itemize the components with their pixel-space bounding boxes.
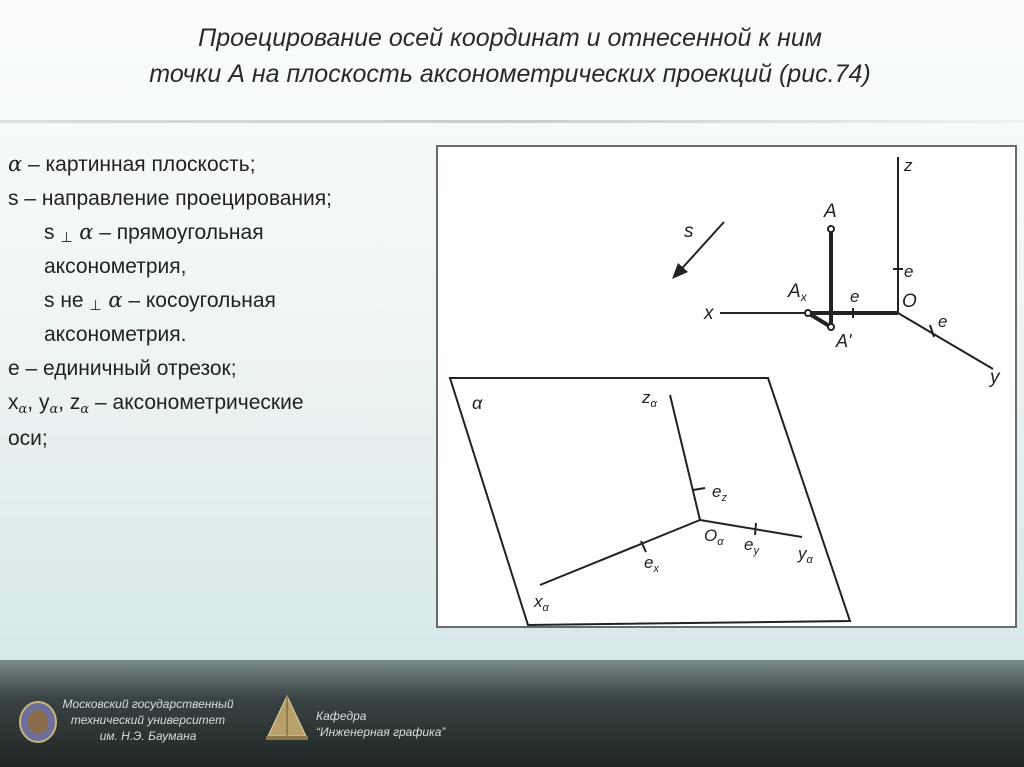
university-emblem-icon	[18, 700, 58, 744]
axes-sep-2: ,	[58, 391, 70, 414]
axes-text-2: оси;	[8, 427, 48, 450]
point-Ax	[805, 310, 811, 316]
footer-bar	[0, 660, 1024, 767]
title-divider	[0, 120, 1024, 123]
perp-symbol-2: ⊥	[89, 297, 102, 313]
space-labels	[684, 156, 1001, 388]
xa-axis	[540, 520, 700, 585]
label-alpha: α	[472, 393, 483, 413]
axes-sep-1: ,	[27, 391, 39, 414]
label-ey: $e_y$	[744, 535, 759, 557]
axes-z-sub: α	[80, 402, 90, 417]
axes-y-sub: α	[49, 402, 59, 417]
tick-ey	[755, 523, 756, 535]
projection-figure	[436, 145, 1017, 628]
legend-oblique	[8, 286, 428, 349]
legend-e: е – единичный отрезок;	[8, 357, 237, 380]
label-e-y: e	[938, 312, 948, 331]
label-ex: $e_x$	[644, 553, 659, 575]
label-y: y	[990, 367, 1000, 388]
university-line-3: им. Н.Э. Баумана	[99, 729, 197, 743]
axes-x-sub: α	[18, 402, 28, 417]
label-x: x	[704, 303, 714, 324]
picture-plane-alpha	[450, 378, 850, 625]
rect-text-1: – прямоугольная	[93, 221, 264, 244]
label-ya: $y_\alpha$	[798, 544, 813, 566]
department-line-2: “Инженерная графика”	[316, 725, 446, 739]
label-za: $z_\alpha$	[642, 388, 657, 410]
label-s: s	[684, 221, 694, 242]
legend-list	[8, 150, 428, 458]
label-Ax: $A_x$	[788, 281, 807, 304]
legend-alpha	[8, 150, 428, 179]
obl-text-2: аксонометрия.	[44, 323, 187, 346]
tick-ez	[693, 488, 705, 490]
axes-y: y	[38, 391, 50, 414]
line-Ax-A-prime	[808, 313, 831, 327]
rect-text-2: аксонометрия,	[44, 255, 187, 278]
space-axes	[676, 157, 993, 369]
tick-e-y	[930, 325, 934, 337]
rect-alpha: α	[72, 220, 94, 244]
label-z: z	[904, 156, 913, 175]
alpha-symbol: α	[8, 152, 23, 176]
axonometric-axes	[540, 395, 802, 585]
department-logo-icon	[264, 694, 310, 742]
obl-s: s не	[44, 289, 90, 312]
legend-rectangular	[8, 218, 428, 281]
label-A-prime: A'	[836, 331, 852, 351]
slide-title	[60, 20, 960, 92]
s-symbol: s	[8, 187, 19, 210]
point-A	[828, 226, 834, 232]
legend-axes	[8, 388, 428, 453]
label-O: O	[902, 291, 917, 312]
za-axis	[670, 395, 700, 520]
label-Oa: $O_\alpha$	[704, 526, 724, 548]
title-line-1: Проецирование осей координат и отнесенной к ним	[198, 24, 822, 52]
plane-labels	[472, 388, 814, 614]
university-name	[58, 696, 238, 744]
axes-text-1: – аксонометрические	[89, 391, 304, 414]
label-xa: $x_\alpha$	[534, 592, 549, 614]
perp-symbol: ⊥	[60, 229, 73, 245]
label-A: A	[824, 201, 837, 222]
department-name	[316, 708, 445, 740]
axes-x: x	[8, 391, 19, 414]
legend-s	[8, 184, 428, 213]
alpha-text: – картинная плоскость;	[22, 153, 256, 176]
point-A-prime	[828, 324, 834, 330]
department-line-1: Кафедра	[316, 709, 367, 723]
label-e-z: e	[904, 262, 914, 281]
axes-z: z	[69, 391, 81, 414]
s-text: – направление проецирования;	[18, 187, 332, 210]
university-line-1: Московский государственный	[62, 697, 234, 711]
university-line-2: технический университет	[70, 713, 226, 727]
rect-s: s	[44, 221, 61, 244]
obl-alpha: α	[101, 288, 123, 312]
title-line-2: точки А на плоскость аксонометрических проекций (рис.74)	[149, 60, 871, 88]
projection-diagram	[438, 147, 1015, 626]
label-ez: $e_z$	[712, 482, 727, 504]
label-e-x: e	[850, 287, 860, 306]
obl-text-1: – косоугольная	[122, 289, 276, 312]
